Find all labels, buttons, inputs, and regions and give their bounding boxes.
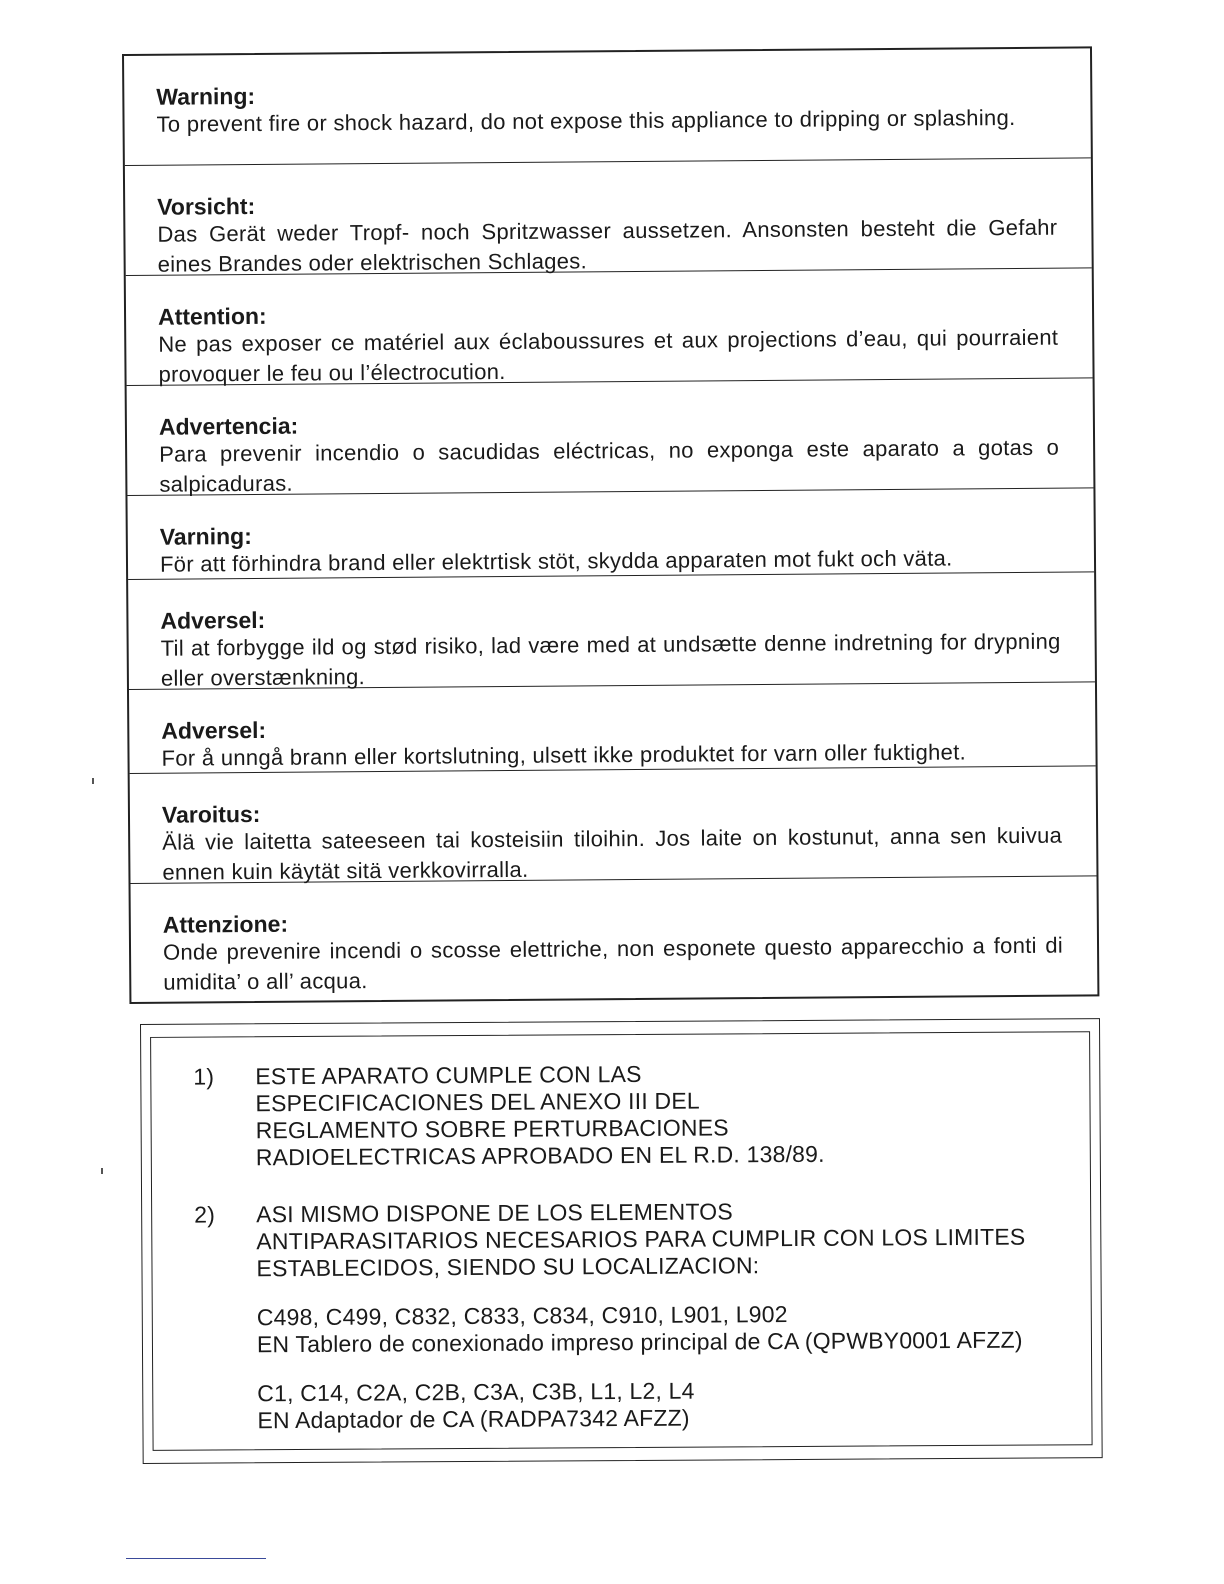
warning-text: Para prevenir incendio o sacudidas eléctricas, no exponga este aparato a gotas o salpicaduras. [159,434,1060,497]
warning-section-finnish [130,766,1097,884]
warning-heading: Vorsicht: [157,192,256,220]
spec-box-outer [140,1018,1103,1464]
warning-heading: Varoitus: [161,800,261,828]
warning-section-spanish [127,378,1094,496]
warning-text: Onde prevenire incendi o scosse elettriche, non esponete questo apparecchio a fonti di umidita’ o all’ acqua. [162,932,1064,995]
warning-text: To prevent fire or shock hazard, do not expose this appliance to dripping or splashing. [156,104,1016,137]
warning-text: För att förhindra brand eller elektrtisk stöt, skydda apparaten mot fukt och väta. [159,545,953,577]
warning-heading: Attenzione: [162,910,289,938]
spec-line: ESTE APARATO CUMPLE CON LAS [255,1060,642,1090]
warning-heading: Warning: [156,82,256,110]
warning-heading: Attention: [157,302,267,330]
spec-component-list: C1, C14, C2A, C2B, C3A, C3B, L1, L2, L4 [257,1377,695,1407]
warning-section-swedish [127,488,1094,580]
spec-line: ESPECIFICACIONES DEL ANEXO III DEL [255,1087,700,1117]
warning-heading: Advertencia: [158,412,299,440]
warning-text: Til at forbygge ild og stød risiko, lad være med at undsætte denne indretning for drypning eller overstænkning. [160,628,1061,691]
spec-line: REGLAMENTO SOBRE PERTURBACIONES [255,1114,729,1144]
spec-item-number: 2) [194,1201,216,1228]
scan-speck [101,1168,103,1174]
spec-item-body [256,1196,1081,1434]
warning-section-norwegian [129,682,1096,774]
warning-heading: Adversel: [160,606,266,634]
spec-line: ANTIPARASITARIOS NECESARIOS PARA CUMPLIR CON LOS LIMITES [256,1223,1026,1255]
footer-rule [126,1558,266,1559]
spec-item-1 [151,1058,1089,1171]
warning-text: Ne pas exposer ce matériel aux éclaboussures et aux projections d’eau, qui pourraient provoquer le feu ou l’électrocution. [158,324,1059,387]
spec-item-number: 1) [193,1063,215,1090]
warning-text: Das Gerät weder Tropf- noch Spritzwasser aussetzen. Ansonsten besteht die Gefahr eines Brandes oder elektrischen Schlages. [157,214,1058,277]
warning-section-danish [128,572,1095,690]
warning-heading: Adversel: [161,716,267,744]
spec-item-2 [152,1196,1090,1434]
warning-heading: Varning: [159,522,252,550]
spec-item-body [255,1058,1080,1171]
warning-section-italian [131,876,1098,994]
warning-section-french [126,268,1093,386]
spec-component-list: C498, C499, C832, C833, C834, C910, L901, L902 [256,1301,788,1331]
scan-speck [92,778,94,784]
warning-section-english [124,48,1091,166]
warning-section-german [125,158,1092,276]
warning-text: For å unngå brann eller kortslutning, ulsett ikke produktet for varn oller fuktighet. [161,739,967,771]
spec-location: EN Tablero de conexionado impreso principal de CA (QPWBY0001 AFZZ) [256,1326,1023,1358]
spec-box-inner [150,1031,1093,1451]
spec-line: ESTABLECIDOS, SIENDO SU LOCALIZACION: [256,1252,760,1282]
spec-location: EN Adaptador de CA (RADPA7342 AFZZ) [257,1404,690,1434]
spec-line: RADIOELECTRICAS APROBADO EN EL R.D. 138/89. [255,1140,825,1171]
warning-text: Älä vie laitetta sateeseen tai kosteisiin tiloihin. Jos laite on kostunut, anna sen kuivua ennen kuin käytät sitä verkkovirralla. [162,822,1063,885]
spec-line: ASI MISMO DISPONE DE LOS ELEMENTOS [256,1198,733,1228]
warnings-box [122,46,1099,1004]
